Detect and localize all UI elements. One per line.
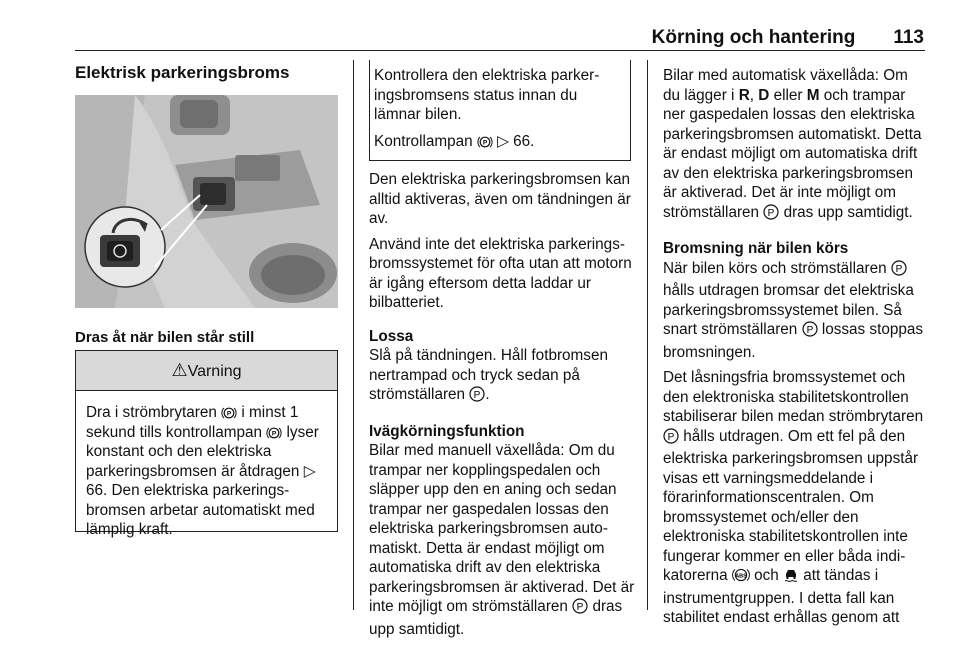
subheading-lossa: Lossa	[369, 327, 414, 345]
parking-brake-icon	[221, 406, 237, 420]
paragraph: Bilar med manuell växellåda: Om du trampar ner kopplingspedalen och släpper upp den en aning och sedan trampar ner gaspedalen lossas den elektriska parkeringsbromsen automatiskt. Detta är endast möjligt om automatiska drift av den elektriska parkeringsbromsen är aktiverad. Det är inte möjligt om strömställaren P dras upp samtidigt.	[369, 442, 635, 638]
column-middle	[369, 170, 637, 645]
switch-p-icon	[891, 260, 907, 282]
paragraph: Bilar med automatisk växellåda: Om du lägger i R, D eller M och trampar ner gaspedalen lossas den elektriska parkeringsbromsen automatiskt. Detta är endast möjligt om automatiska drift av den elektriska parkeringsbromsen är aktiverad. Det är inte möjligt om strömställaren P dras upp samtidigt.	[663, 66, 929, 225]
reference-arrow-icon: ▷	[303, 462, 316, 480]
column-divider	[647, 60, 648, 610]
header-rule	[75, 50, 925, 51]
svg-text:P: P	[576, 602, 584, 613]
switch-p-icon	[663, 428, 679, 450]
warning-box	[75, 350, 338, 538]
section-title: Elektrisk parkeringsbroms	[75, 63, 290, 82]
svg-text:P: P	[667, 431, 675, 443]
column-right	[663, 66, 929, 634]
parking-brake-illustration	[75, 95, 338, 308]
parking-brake-icon	[477, 135, 493, 149]
note-paragraph: Kontrollera den elektriska parkeringsbromsens status innan du lämnar bilen.	[374, 67, 600, 123]
subheading-start: Ivägkörningsfunktion	[369, 422, 525, 440]
running-header	[652, 28, 924, 48]
paragraph: Den elektriska parkeringsbromsen kan alltid aktiveras, även om tändningen är av.	[369, 171, 631, 227]
paragraph: Det låsningsfria bromssystemet och den elektroniska stabilitetskontrollen stabiliserar bilen medan strömbrytaren P hålls utdragen. Om ett fel på den elektriska parkeringsbromsen uppstår visas ett varningsmeddelande i förarinformationscentralen. Om bromssystemet och/eller den elektroniska stabilitetskontrollen inte fungerar kommer en eller båda indikatorerna ABS och att tändas i instrumentgruppen. I detta fall kan stabilitet endast erhållas genom att	[663, 369, 924, 626]
reference-arrow-icon: ▷	[497, 132, 509, 150]
switch-p-icon	[572, 598, 588, 620]
note-paragraph: Kontrollampan P ▷ 66.	[374, 132, 535, 150]
paragraph: Slå på tändningen. Håll fotbromsen nertrampad och tryck sedan på strömställaren P .	[369, 346, 637, 408]
switch-p-icon	[802, 321, 818, 343]
note-box	[369, 60, 631, 161]
warning-heading: ⚠Varning	[76, 350, 337, 391]
header-section: Körning och hantering	[651, 27, 856, 48]
column-divider	[353, 60, 354, 610]
warning-icon: ⚠	[171, 360, 188, 380]
svg-text:P: P	[473, 390, 481, 401]
paragraph: När bilen körs och strömställaren P hålls utdragen bromsar det elektriska parkeringsbromssystemet bilen. Så snart strömställaren P lossas stoppas bromsningen.	[663, 259, 924, 361]
figure-caption: Dras åt när bilen står still	[75, 329, 255, 346]
switch-p-icon	[469, 386, 485, 408]
svg-text:P: P	[272, 430, 277, 437]
page-number: 113	[893, 27, 924, 48]
abs-icon	[732, 567, 750, 589]
warning-text: Dra i strömbrytaren P i minst 1 sekund tills kontrollampan P lyser konstant och den elektriska parkeringsbromsen är åtdragen ▷ 66. Den elektriska parkeringsbromsen arbetar automatiskt med lämplig kraft.	[86, 404, 319, 538]
gear-m: M	[806, 86, 820, 104]
gear-r: R	[738, 86, 750, 104]
gear-d: D	[758, 86, 770, 104]
stability-control-icon	[783, 567, 799, 589]
parking-brake-icon	[266, 426, 282, 440]
svg-text:P: P	[767, 207, 775, 219]
svg-text:P: P	[895, 263, 903, 275]
paragraph: Använd inte det elektriska parkeringsbromssystemet för ofta utan att motorn är igång eftersom detta laddar ur bilbatteriet.	[369, 235, 632, 311]
svg-text:P: P	[482, 139, 488, 146]
svg-text:P: P	[806, 325, 813, 336]
svg-text:P: P	[226, 410, 232, 418]
switch-p-icon	[763, 204, 779, 226]
subheading-braking: Bromsning när bilen körs	[663, 240, 849, 257]
svg-text:ABS: ABS	[735, 573, 747, 580]
